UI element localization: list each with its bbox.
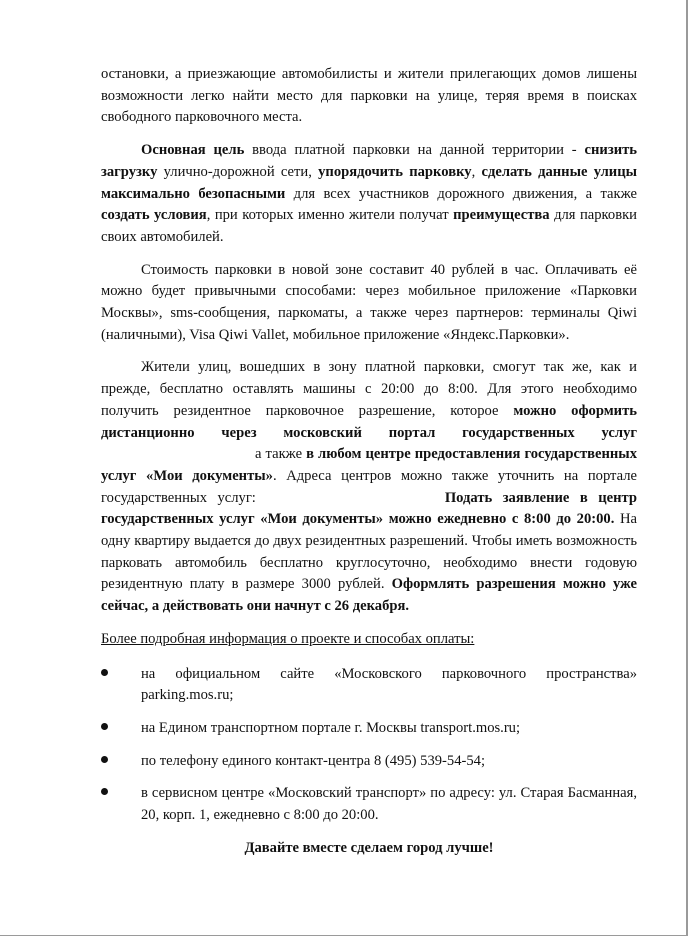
closing-slogan: Давайте вместе сделаем город лучше! (244, 839, 494, 856)
info-list (101, 664, 637, 827)
list-item: по телефону единого контакт-центра 8 (495) 539-54-54; (101, 751, 637, 773)
paragraph-cost: Стоимость парковки в новой зоне составит 40 рублей в час. Оплачивать её можно будет привычными способами: через мобильное приложение «Парковки Москвы», sms-сообщения, паркоматы, а также через партнеров: терминалы Qiwi (наличными), Visa Qiwi Vallet, мобильное приложение «Яндекс.Парковки». (101, 261, 637, 343)
goal-phrase: Основная цель (141, 142, 245, 159)
document-body (101, 64, 637, 871)
bullet-icon (101, 669, 108, 676)
list-item: в сервисном центре «Московский транспорт» по адресу: ул. Старая Басманная, 20, корп. 1, ежедневно с 8:00 до 20:00. (101, 783, 637, 826)
paragraph-residents: Жители улиц, вошедших в зону платной парковки, смогут так же, как и прежде, бесплатно оставлять машины с 20:00 до 8:00. Для этого необходимо получить резидентное парковочное разрешение, которое можно оформить дистанционно через московский портал государственных услуг а также в любом центре предоставления государственных услуг «Мои документы». Адреса центров можно также уточнить на портале государственных услуг: Подать заявление в центр государственных услуг «Мои документы» можно ежедневно с 8:00 до 20:00. На одну квартиру выдается до двух резидентных разрешений. Чтобы иметь возможность парковать автомобиль бесплатно круглосуточно, необходимо внести годовую резидентную плату в размере 3000 рублей. Оформлять разрешения можно уже сейчас, а действовать они начнут с 26 декабря. (101, 359, 637, 615)
list-item: на Едином транспортном портале г. Москвы transport.mos.ru; (101, 718, 637, 740)
info-heading: Более подробная информация о проекте и способах оплаты: (101, 630, 475, 647)
paragraph-intro: остановки, а приезжающие автомобилисты и жители прилегающих домов лишены возможности легко найти место для парковки на улице, теряя время в поисках свободного парковочного места. (101, 66, 637, 126)
bullet-icon (101, 788, 108, 795)
bullet-icon (101, 756, 108, 763)
bullet-icon (101, 723, 108, 730)
list-item: на официальном сайте «Московского парковочного пространства» parking.mos.ru; (101, 664, 637, 707)
paragraph-goal: Основная цель ввода платной парковки на данной территории - снизить загрузку улично-дорожной сети, упорядочить парковку, сделать данные улицы максимально безопасными для всех участников дорожного движения, а также создать условия, при которых именно жители получат преимущества для парковки своих автомобилей. (101, 142, 638, 245)
